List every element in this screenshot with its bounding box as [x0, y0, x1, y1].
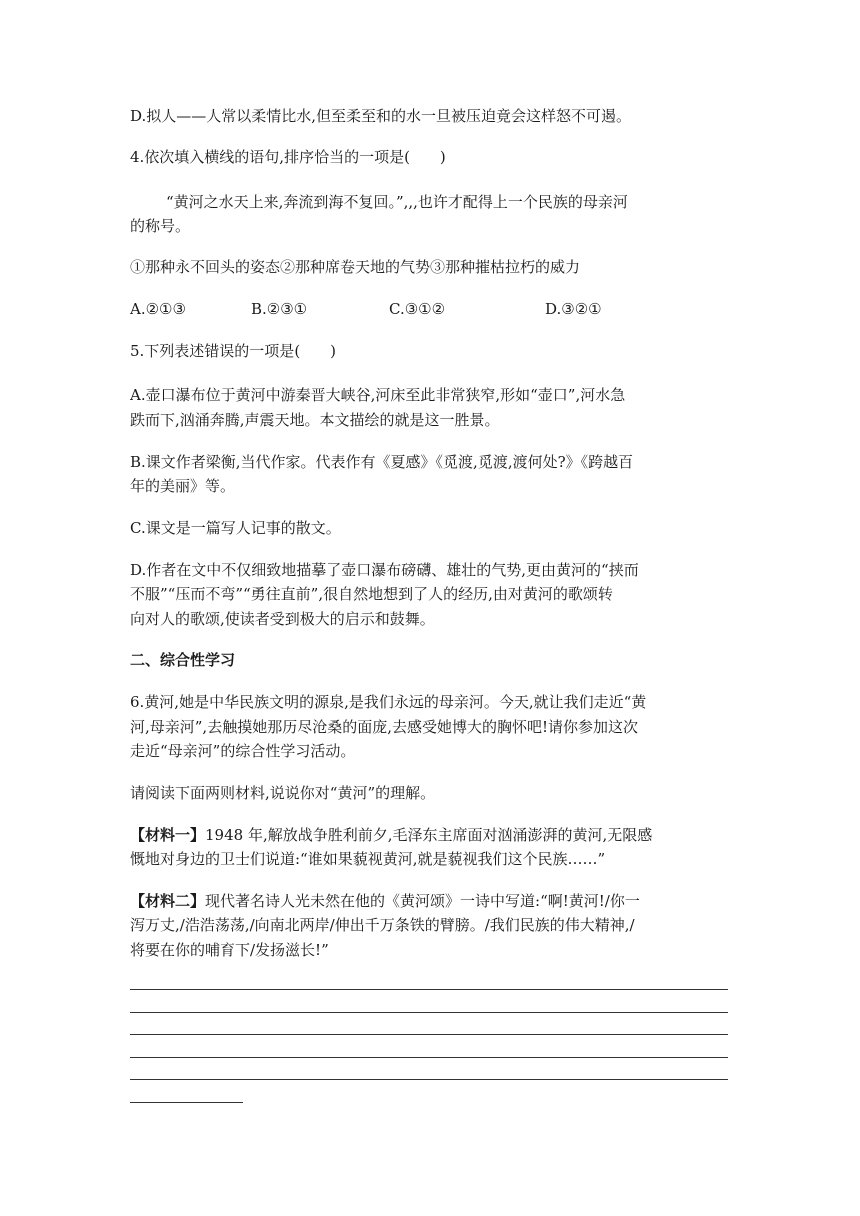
q5-option-d-line-1: D.作者在文中不仅细致地描摹了壶口瀑布磅礴、雄壮的气势,更由黄河的“挟而	[130, 561, 639, 579]
q4-option-d: D.③②①	[545, 300, 602, 318]
q4-option-a: A.②①③	[130, 300, 186, 318]
material-2-line-2: 泻万丈,/浩浩荡荡,/向南北两岸/伸出千万条铁的臂膀。/我们民族的伟大精神,/	[130, 916, 635, 934]
answer-line[interactable]	[130, 1057, 728, 1058]
q4-statement-list: ①那种永不回头的姿态②那种席卷天地的气势③那种摧枯拉朽的威力	[130, 258, 581, 276]
q3-option-d: D.拟人——人常以柔情比水,但至柔至和的水一旦被压迫竟会这样怒不可遏。	[130, 107, 632, 125]
material-2-line-1	[130, 889, 730, 914]
answer-line[interactable]	[130, 1034, 728, 1035]
material-1-line-2: 慨地对身边的卫士们说道:“谁如果藐视黄河,就是藐视我们这个民族……”	[130, 850, 606, 868]
section-heading: 二、综合性学习	[130, 651, 236, 669]
material-1-label: 【材料一】	[130, 826, 206, 844]
material-2-line-3: 将要在你的哺育下/发扬滋长!”	[130, 941, 329, 959]
question-6-line-1: 6.黄河,她是中华民族文明的源泉,是我们永远的母亲河。今天,就让我们走近“黄	[130, 693, 647, 711]
q6-prompt: 请阅读下面两则材料,说说你对“黄河”的理解。	[130, 784, 436, 802]
material-1-line-1	[130, 823, 730, 848]
q4-option-c: C.③①②	[389, 300, 446, 318]
q5-option-a-line-1: A.壶口瀑布位于黄河中游秦晋大峡谷,河床至此非常狭窄,形如“壶口”,河水急	[130, 386, 626, 404]
material-2-label: 【材料二】	[130, 892, 206, 910]
answer-line[interactable]	[130, 1012, 728, 1013]
q4-quote-line-2: 的称号。	[130, 217, 191, 235]
answer-line[interactable]	[130, 989, 728, 990]
q5-option-b-line-2: 年的美丽》等。	[130, 477, 236, 495]
question-6-line-2: 河,母亲河”,去触摸她那历尽沧桑的面庞,去感受她博大的胸怀吧!请你参加这次	[130, 718, 639, 736]
question-6-line-3: 走近“母亲河”的综合性学习活动。	[130, 742, 356, 760]
q5-option-b-line-1: B.课文作者梁衡,当代作家。代表作有《夏感》《觅渡,觅渡,渡何处?》《跨越百	[130, 453, 634, 471]
answer-line-short[interactable]	[130, 1102, 243, 1103]
q5-option-c: C.课文是一篇写人记事的散文。	[130, 519, 341, 537]
q5-option-a-line-2: 跌而下,汹涌奔腾,声震天地。本文描绘的就是这一胜景。	[130, 411, 500, 429]
material-1-text-1: 1948 年,解放战争胜利前夕,毛泽东主席面对汹涌澎湃的黄河,无限感	[205, 826, 653, 844]
material-2-text-1: 现代著名诗人光未然在他的《黄河颂》一诗中写道:“啊!黄河!/你一	[205, 892, 640, 910]
question-5: 5.下列表述错误的一项是( )	[130, 342, 337, 360]
q5-option-d-line-3: 向对人的歌颂,使读者受到极大的启示和鼓舞。	[130, 610, 435, 628]
q5-option-d-line-2: 不服”“压而不弯”“勇往直前”,很自然地想到了人的经历,由对黄河的歌颂转	[130, 585, 613, 603]
question-4: 4.依次填入横线的语句,排序恰当的一项是( )	[130, 148, 446, 166]
q4-quote-line-1: “黄河之水天上来,奔流到海不复回。”,,,也许才配得上一个民族的母亲河	[166, 193, 628, 211]
answer-line[interactable]	[130, 1079, 728, 1080]
q4-option-b: B.②③①	[251, 300, 308, 318]
